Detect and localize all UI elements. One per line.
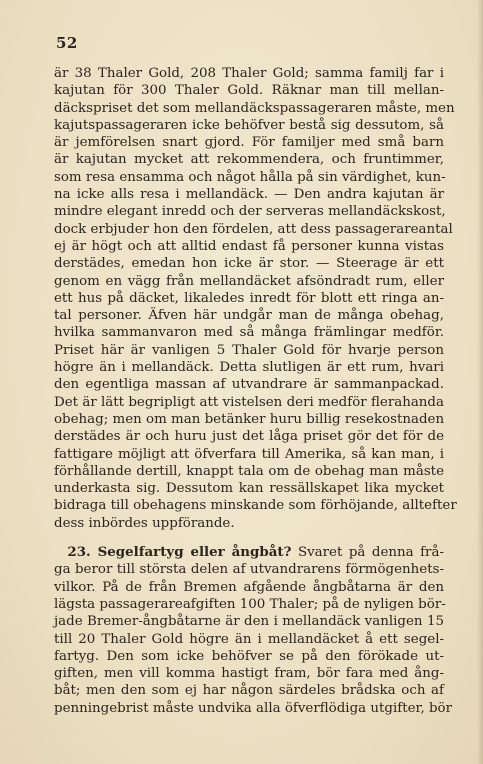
page-number: 52 [56,34,78,52]
text-line: ej är högt och att alltid endast få personer kunna vistas [54,238,444,254]
text-line: är 38 Thaler Gold, 208 Thaler Gold; samma familj far i [54,66,444,81]
text-line: ett hus på däcket, likaledes inredt för blott ett ringa an- [54,290,444,306]
text-line: kajutspassageraren icke behöfver bestå sig dessutom, så [54,117,444,133]
page-edge-shadow [477,0,483,764]
text-line: underkasta sig. Dessutom kan ressällskapet lika mycket [54,481,444,497]
text-line: genom en vägg från mellandäcket afsöndradt rum, eller [54,273,444,289]
text-line: den egentliga massan af utvandrare är sammanpackad. [54,377,444,393]
paragraph-gap [54,532,444,544]
text-line: dess inbördes uppförande. [54,515,235,531]
text-line: mindre elegant inredd och der serveras mellandäckskost, [54,204,446,220]
text-line: tal personer. Äfven här undgår man de många obehag, [54,308,444,324]
text-line: ga beror till största delen af utvandrarens förmögenhets- [54,562,444,578]
text-line: är kajutan mycket att rekommendera, och fruntimmer, [54,152,444,168]
text-line: förhållande dertill, knappt tala om de obehag man måste [54,463,444,479]
text-line: fartyg. Den som icke behöfver se på den förökade ut- [54,648,444,664]
text-line: dock erbjuder hon den fördelen, att dess passagerareantal [54,221,453,237]
text-line: som resa ensamma och något hålla på sin värdighet, kun- [54,169,446,185]
text-line: penningebrist måste undvika alla öfverflödiga utgifter, bör [54,700,453,716]
text-line: högre än i mellandäck. Detta slutligen är ett rum, hvari [54,360,444,376]
text-line: jade Bremer-ångbåtarne är den i mellandäck vanligen 15 [54,614,444,630]
text-line: derstädes är och huru just det låga priset gör det för de [54,429,444,445]
text-line: däckspriset det som mellandäckspassageraren måste, men [54,100,455,116]
text-line: bidraga till obehagens minskande som förhöjande, alltefter [54,498,457,514]
text-line: na icke alls resa i mellandäck. — Den andra kajutan är [54,187,444,203]
text-line: giften, men vill komma hastigt fram, bör fara med ång- [54,666,444,682]
section-first-line [54,544,444,561]
body-text [54,65,457,717]
section-heading: 23. Segelfartyg eller ångbåt? [67,544,292,561]
text-line: kajutan för 300 Thaler Gold. Räknar man till mellan- [54,83,444,99]
text-line: obehag; men om man betänker huru billig resekostnaden [54,411,445,427]
text-line: Priset här är vanligen 5 Thaler Gold för hvarje person [54,342,444,358]
text-line: till 20 Thaler Gold högre än i mellandäcket å ett segel- [54,631,444,647]
text-line: lägsta passagerareafgiften 100 Thaler; på de nyligen bör- [54,596,446,612]
text-line: är jemförelsen snart gjord. För familjer med små barn [54,135,444,151]
section-first-line-text: Svaret på denna frå- [297,545,444,561]
text-line: vilkor. På de från Bremen afgående ångbåtarna är den [54,579,444,595]
text-line: derstädes, emedan hon icke är stor. — Steerage är ett [54,256,444,272]
text-line: fattigare möjligt att öfverfara till Amerika, så kan man, i [54,446,444,462]
text-line: båt; men den som ej har någon särdeles brådska och af [54,683,444,699]
text-line: hvilka sammanvaron med så många främlingar medför. [54,325,444,341]
text-line: Det är lätt begripligt att vistelsen deri medför flerahanda [54,394,444,410]
